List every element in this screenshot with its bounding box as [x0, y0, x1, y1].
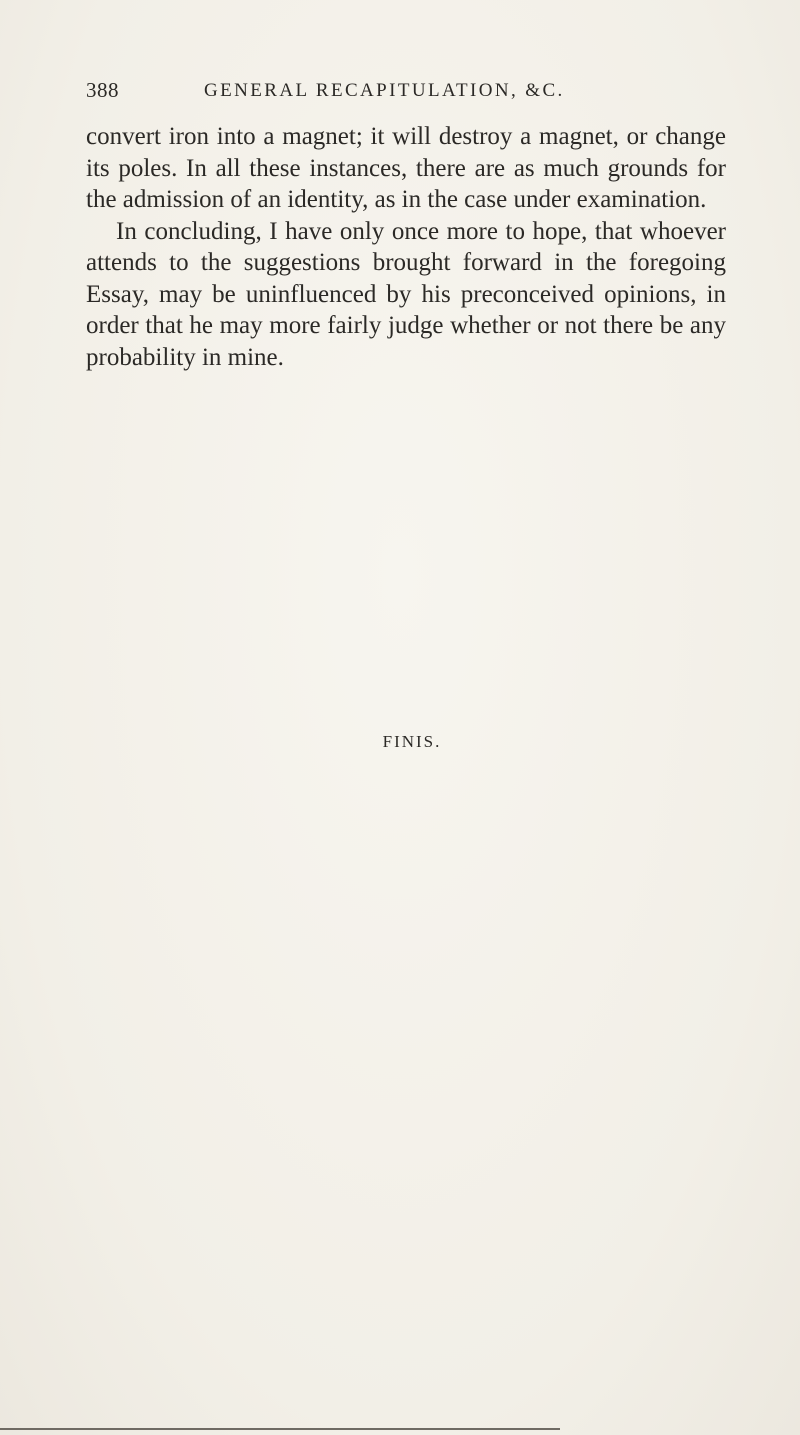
running-head: [86, 78, 726, 106]
body-text: [86, 121, 726, 373]
page-number: 388: [86, 78, 119, 102]
running-title: GENERAL RECAPITULATION, &C.: [204, 80, 565, 101]
page-edge-rule: [0, 1428, 560, 1430]
finis-mark: FINIS.: [382, 732, 442, 751]
paragraph: convert iron into a magnet; it will destroy a magnet, or change its poles. In all these instances, there are as much grounds for the admission of an identity, as in the case under examination.: [86, 123, 726, 213]
paragraph: In concluding, I have only once more to hope, that whoever attends to the suggestions brought forward in the foregoing Essay, may be uninfluenced by his preconceived opinions, in order that he may more fairly judge whether or not there be any probability in mine.: [86, 217, 726, 371]
